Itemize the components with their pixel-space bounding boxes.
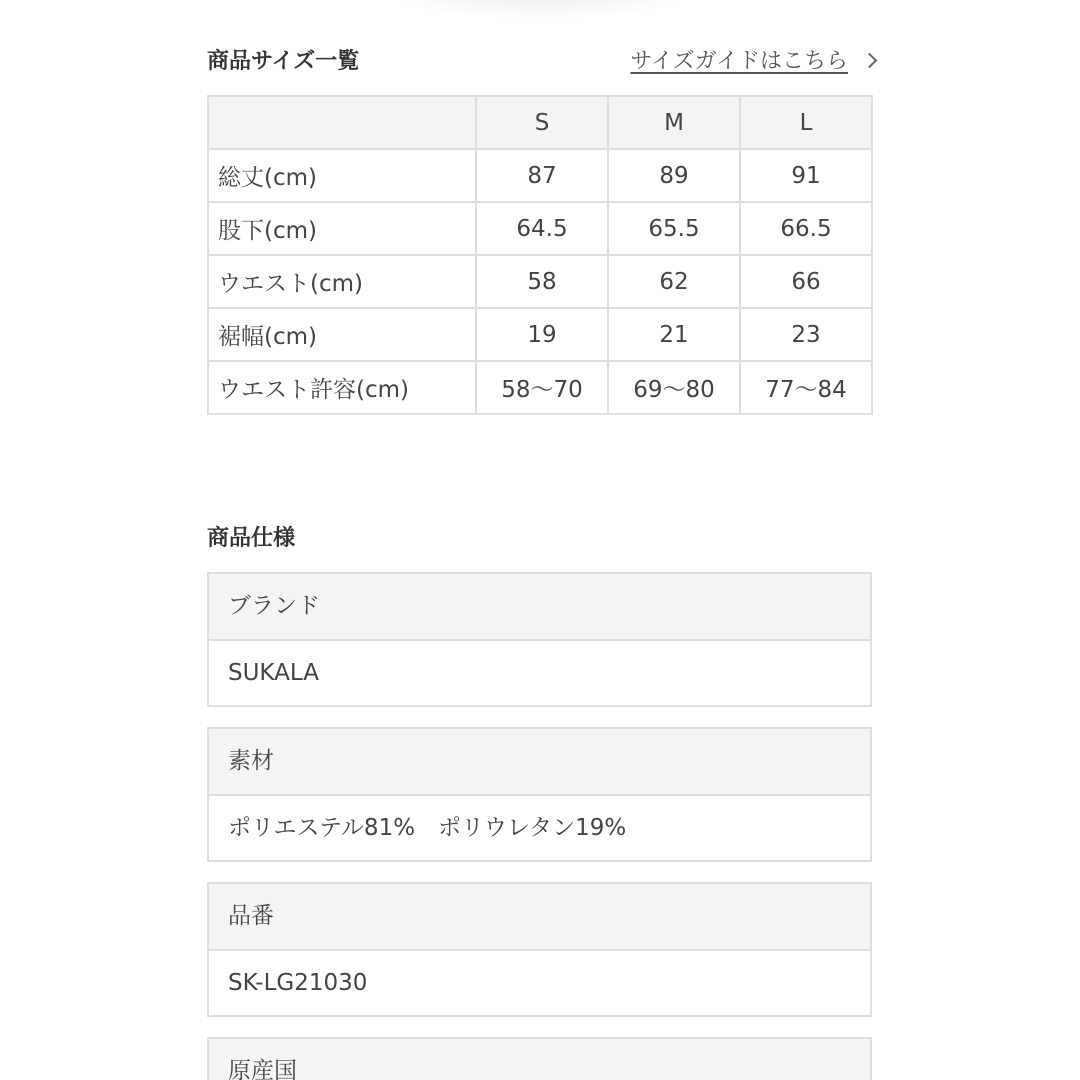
table-row bbox=[208, 202, 872, 255]
spec-value: ポリエステル81% ポリウレタン19% bbox=[209, 796, 870, 860]
size-guide-link[interactable] bbox=[630, 44, 875, 75]
size-table-header-row bbox=[208, 96, 872, 149]
row-label: ウエスト(cm) bbox=[208, 255, 476, 308]
row-label: ウエスト許容(cm) bbox=[208, 361, 476, 414]
size-cell: 65.5 bbox=[608, 202, 740, 255]
table-row bbox=[208, 149, 872, 202]
size-cell: 87 bbox=[476, 149, 608, 202]
chevron-right-icon bbox=[862, 53, 878, 69]
size-cell: 66 bbox=[740, 255, 872, 308]
table-row bbox=[208, 361, 872, 414]
spec-label: ブランド bbox=[209, 574, 870, 641]
size-cell: 19 bbox=[476, 308, 608, 361]
size-table-corner-cell bbox=[208, 96, 476, 149]
spec-label: 品番 bbox=[209, 884, 870, 951]
size-cell: 89 bbox=[608, 149, 740, 202]
size-list-title: 商品サイズ一覧 bbox=[207, 49, 360, 74]
spec-label: 原産国 bbox=[209, 1039, 870, 1080]
size-cell: 77〜84 bbox=[740, 361, 872, 414]
size-column-header: M bbox=[608, 96, 740, 149]
product-spec-title: 商品仕様 bbox=[207, 526, 296, 551]
spec-item-material bbox=[207, 727, 872, 862]
size-cell: 62 bbox=[608, 255, 740, 308]
spec-value: SK-LG21030 bbox=[209, 951, 870, 1015]
row-label: 股下(cm) bbox=[208, 202, 476, 255]
spec-item-product-number bbox=[207, 882, 872, 1017]
spec-item-brand bbox=[207, 572, 872, 707]
size-cell: 21 bbox=[608, 308, 740, 361]
size-cell: 69〜80 bbox=[608, 361, 740, 414]
size-column-header: S bbox=[476, 96, 608, 149]
size-cell: 64.5 bbox=[476, 202, 608, 255]
size-table bbox=[207, 95, 873, 415]
spec-label: 素材 bbox=[209, 729, 870, 796]
table-row bbox=[208, 255, 872, 308]
table-row bbox=[208, 308, 872, 361]
row-label: 総丈(cm) bbox=[208, 149, 476, 202]
size-cell: 23 bbox=[740, 308, 872, 361]
size-guide-link-label: サイズガイドはこちら bbox=[630, 49, 848, 74]
row-label: 裾幅(cm) bbox=[208, 308, 476, 361]
spec-list bbox=[207, 572, 872, 1080]
size-cell: 91 bbox=[740, 149, 872, 202]
size-column-header: L bbox=[740, 96, 872, 149]
size-cell: 58 bbox=[476, 255, 608, 308]
size-cell: 66.5 bbox=[740, 202, 872, 255]
spec-item-country-of-origin bbox=[207, 1037, 872, 1080]
size-cell: 58〜70 bbox=[476, 361, 608, 414]
top-shadow-decoration bbox=[380, 0, 700, 20]
spec-value: SUKALA bbox=[209, 641, 870, 705]
